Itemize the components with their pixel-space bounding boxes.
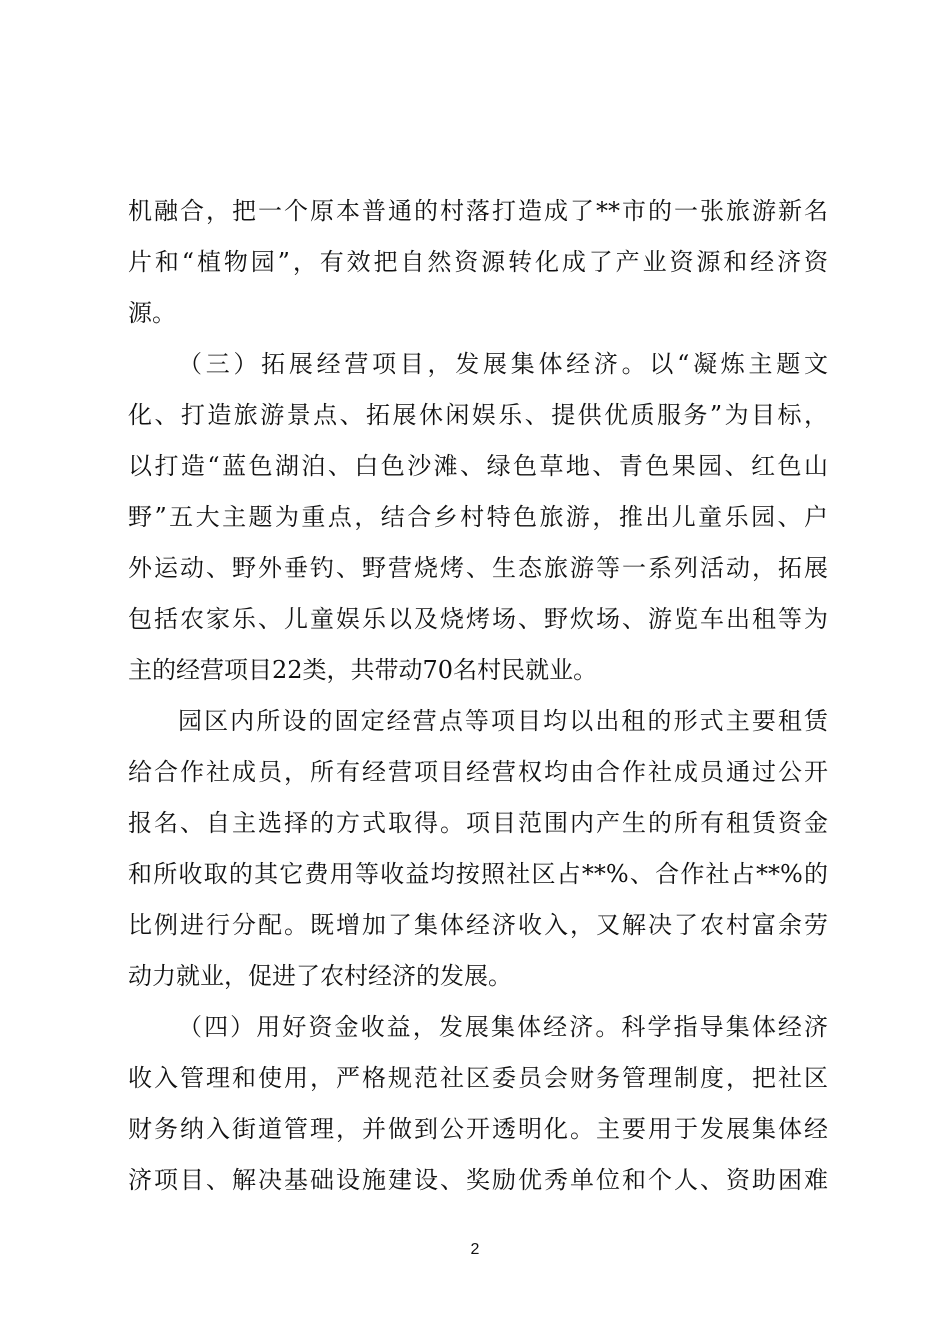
- section-heading-line: （三）拓展经营项目，发展集体经济。以“凝炼主题文: [178, 350, 828, 378]
- text-line: 济项目、解决基础设施建设、奖励优秀单位和个人、资助困难: [128, 1166, 828, 1194]
- paragraph-first-line: 园区内所设的固定经营点等项目均以出租的形式主要租赁: [178, 707, 828, 735]
- text-line: 收入管理和使用，严格规范社区委员会财务管理制度，把社区: [128, 1064, 828, 1092]
- section-heading-line: （四）用好资金收益，发展集体经济。科学指导集体经济: [178, 1013, 828, 1041]
- page-number: 2: [470, 1241, 480, 1258]
- text-line: 源。: [128, 299, 176, 327]
- text-line: 报名、自主选择的方式取得。项目范围内产生的所有租赁资金: [128, 809, 828, 837]
- text-line: 以打造“蓝色湖泊、白色沙滩、绿色草地、青色果园、红色山: [128, 452, 828, 480]
- text-line: 包括农家乐、儿童娱乐以及烧烤场、野炊场、游览车出租等为: [128, 605, 828, 633]
- text-line: 野”五大主题为重点，结合乡村特色旅游，推出儿童乐园、户: [128, 503, 828, 531]
- text-line: 和所收取的其它费用等收益均按照社区占**%、合作社占**%的: [128, 860, 828, 888]
- text-line: 给合作社成员，所有经营项目经营权均由合作社成员通过公开: [128, 758, 828, 786]
- text-line: 主的经营项目22类，共带动70名村民就业。: [128, 656, 598, 684]
- text-line: 机融合，把一个原本普通的村落打造成了**市的一张旅游新名: [128, 197, 828, 225]
- text-line: 化、打造旅游景点、拓展休闲娱乐、提供优质服务”为目标，: [128, 401, 828, 429]
- document-body: [128, 186, 828, 1206]
- text-line: 外运动、野外垂钓、野营烧烤、生态旅游等一系列活动，拓展: [128, 554, 828, 582]
- text-line: 片和“植物园”，有效把自然资源转化成了产业资源和经济资: [128, 248, 828, 276]
- text-line: 动力就业，促进了农村经济的发展。: [128, 962, 512, 990]
- text-line: 财务纳入街道管理，并做到公开透明化。主要用于发展集体经: [128, 1115, 828, 1143]
- text-line: 比例进行分配。既增加了集体经济收入，又解决了农村富余劳: [128, 911, 828, 939]
